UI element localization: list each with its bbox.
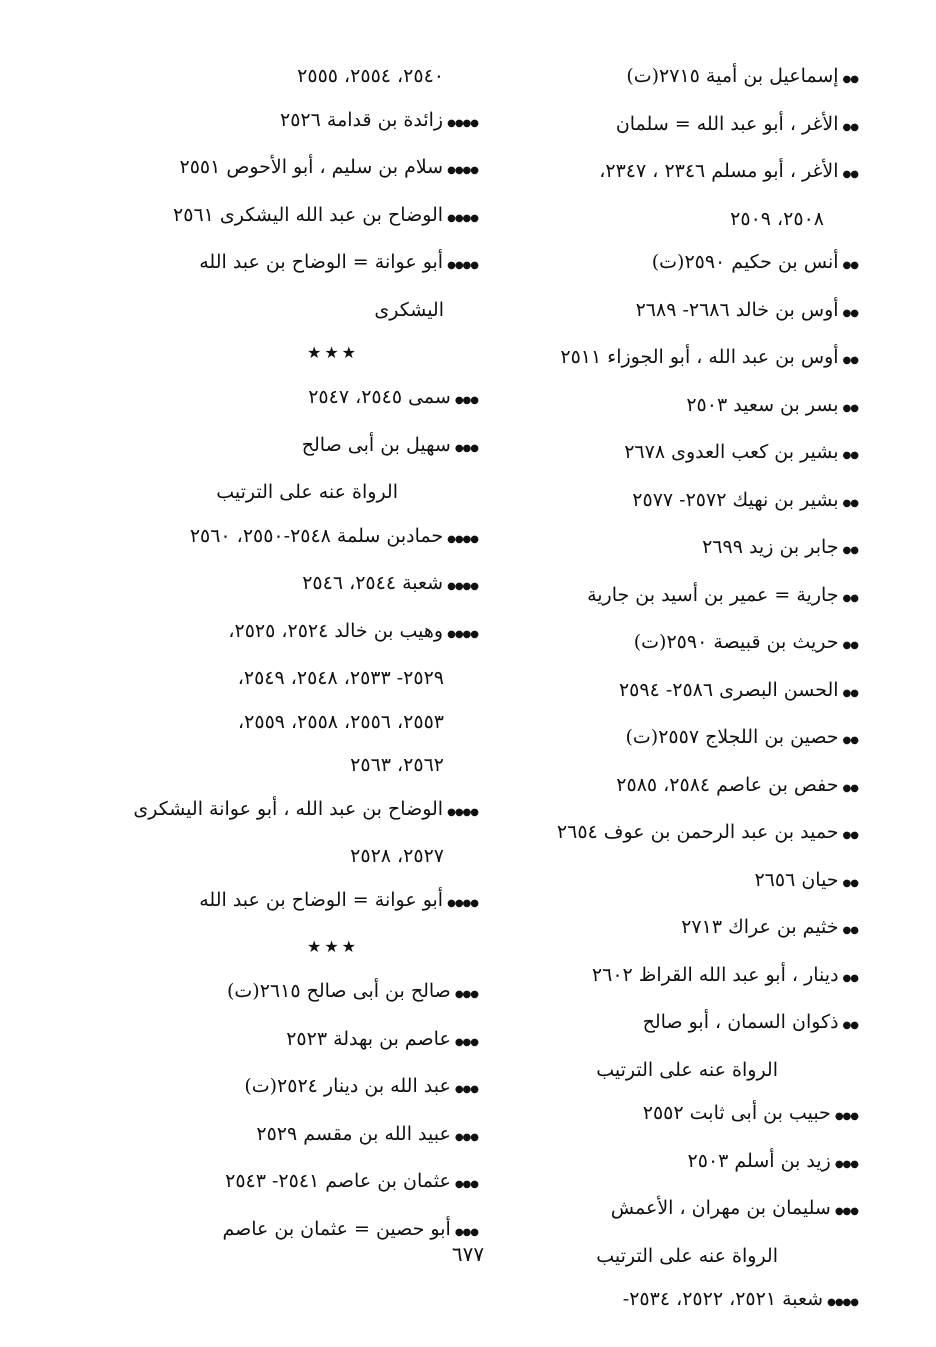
entry-text: عاصم بن بهدلة ٢٥٢٣ [286, 1027, 451, 1050]
index-entry [518, 1008, 858, 1040]
index-entry [518, 1194, 858, 1226]
bullet-icon: ●● [842, 830, 858, 841]
index-entry [148, 431, 478, 463]
entry-text: حمادبن سلمة ٢٥٤٨-٢٥٥٠، ٢٥٦٠ [189, 524, 444, 547]
index-entry [518, 676, 858, 708]
bullet-icon: ●● [842, 450, 858, 461]
index-entry [518, 628, 858, 660]
index-entry [518, 438, 858, 470]
bullet-icon: ●●● [454, 1226, 478, 1238]
index-entry [148, 617, 478, 649]
index-entry [518, 62, 858, 94]
entry-text: ذكوان السمان ، أبو صالح [642, 1011, 839, 1033]
bullet-icon: ●● [842, 592, 858, 604]
entry-text: حفص بن عاصم ٢٥٨٤، ٢٥٨٥ [616, 773, 839, 796]
bullet-icon: ●●●● [447, 806, 478, 818]
index-entry [148, 106, 478, 138]
index-entry [518, 248, 858, 280]
bullet-icon: ●● [842, 735, 858, 746]
bullet-icon: ●●●● [447, 533, 478, 545]
index-entry [518, 961, 858, 993]
entry-text: زائدة بن قدامة ٢٥٢٦ [280, 108, 444, 131]
bullet-icon: ●● [842, 497, 858, 509]
subheading: الرواة عنه على الترتيب [596, 1244, 778, 1267]
entry-text: إسماعيل بن أمية ٢٧١٥(ت) [626, 65, 839, 87]
entry-text: وهيب بن خالد ٢٥٢٤، ٢٥٢٥، [228, 619, 444, 642]
entry-text: بسر بن سعيد ٢٥٠٣ [686, 393, 839, 416]
entry-text: بشير بن نهيك ٢٥٧٢- ٢٥٧٧ [632, 488, 839, 511]
entry-text: سمى ٢٥٤٥، ٢٥٤٧ [308, 386, 451, 408]
bullet-icon: ●● [842, 972, 858, 984]
entry-text: عبيد الله بن مقسم ٢٥٢٩ [256, 1122, 451, 1145]
index-entry [518, 486, 858, 518]
subheading: الرواة عنه على الترتيب [216, 481, 398, 503]
entry-text: حصين بن اللجلاج ٢٥٥٧(ت) [625, 726, 839, 748]
entry-continuation: ٢٥٦٢، ٢٥٦٣ [350, 754, 444, 776]
bullet-icon: ●● [842, 402, 858, 414]
entry-text: عثمان بن عاصم ٢٥٤١- ٢٥٤٣ [225, 1170, 451, 1192]
bullet-icon: ●● [842, 782, 858, 794]
bullet-icon: ●●●● [447, 897, 478, 909]
entry-text: بشير بن كعب العدوى ٢٦٧٨ [624, 441, 839, 463]
bullet-icon: ●●●● [447, 628, 478, 640]
entry-continuation: ٢٥٤٠، ٢٥٥٤، ٢٥٥٥ [297, 65, 444, 87]
index-entry [518, 391, 858, 423]
entry-text: حيان ٢٦٥٦ [754, 868, 839, 891]
index-entry [518, 110, 858, 142]
bullet-icon: ●●● [454, 989, 478, 1000]
bullet-icon: ●●●● [447, 165, 478, 176]
entry-continuation: اليشكرى [374, 298, 444, 321]
index-entry [518, 1099, 858, 1131]
bullet-icon: ●● [842, 1020, 858, 1031]
bullet-icon: ●●● [454, 1036, 478, 1048]
index-entry [518, 1147, 858, 1179]
index-entry [518, 157, 858, 189]
entry-text: حريث بن قبيصة ٢٥٩٠(ت) [633, 631, 839, 653]
bullet-icon: ●● [842, 169, 858, 180]
bullet-icon: ●● [842, 74, 858, 85]
bullet-icon: ●● [842, 687, 858, 699]
bullet-icon: ●●● [834, 1111, 858, 1122]
entry-text: أوس بن عبد الله ، أبو الجوزاء ٢٥١١ [560, 346, 839, 368]
entry-text: الحسن البصرى ٢٥٨٦- ٢٥٩٤ [618, 678, 839, 701]
entry-text: صالح بن أبى صالح ٢٦١٥(ت) [227, 980, 451, 1002]
bullet-icon: ●● [842, 307, 858, 319]
bullet-icon: ●●●● [447, 117, 478, 129]
entry-text: سليمان بن مهران ، الأعمش [610, 1197, 831, 1219]
left-column [133, 62, 478, 1262]
entry-text: زيد بن أسلم ٢٥٠٣ [687, 1149, 831, 1172]
index-entry [148, 1120, 478, 1152]
index-entry [518, 723, 858, 755]
subheading: الرواة عنه على الترتيب [596, 1058, 778, 1081]
entry-text: سهيل بن أبى صالح [301, 433, 451, 456]
index-entry [148, 522, 478, 554]
bullet-icon: ●● [842, 925, 858, 936]
bullet-icon: ●●● [454, 395, 478, 406]
entry-text: الوضاح بن عبد الله اليشكرى ٢٥٦١ [173, 203, 444, 226]
entry-text: الأغر ، أبو مسلم ٢٣٤٦ ، ٢٣٤٧، [599, 160, 839, 182]
index-entry [148, 1025, 478, 1057]
index-entry [518, 296, 858, 328]
entry-text: الأغر ، أبو عبد الله = سلمان [615, 112, 839, 135]
bullet-icon: ●●●● [827, 1297, 858, 1308]
entry-text: أبو عوانة = الوضاح بن عبد الله [199, 888, 444, 911]
right-column [518, 62, 858, 1333]
bullet-icon: ●●● [454, 1084, 478, 1095]
bullet-icon: ●● [842, 355, 858, 366]
entry-text: أوس بن خالد ٢٦٨٦- ٢٦٨٩ [635, 298, 839, 321]
entry-text: حبيب بن أبى ثابت ٢٥٥٢ [642, 1102, 831, 1124]
entry-text: أنس بن حكيم ٢٥٩٠(ت) [651, 251, 839, 273]
bullet-icon: ●●●● [447, 581, 478, 592]
index-entry [148, 248, 478, 280]
entry-text: شعبة ٢٥٤٤، ٢٥٤٦ [302, 572, 444, 594]
index-entry [518, 533, 858, 565]
index-entry [148, 569, 478, 601]
entry-text: أبو عوانة = الوضاح بن عبد الله [199, 251, 444, 273]
entry-text: شعبة ٢٥٢١، ٢٥٢٢، ٢٥٣٤- [622, 1288, 824, 1310]
entry-continuation: ٢٥٢٩- ٢٥٣٣، ٢٥٤٨، ٢٥٤٩، [237, 667, 444, 689]
entry-continuation: ٢٥٥٣، ٢٥٥٦، ٢٥٥٨، ٢٥٥٩، [238, 710, 444, 733]
entry-text: أبو حصين = عثمان بن عاصم [222, 1217, 451, 1240]
entry-text: الوضاح بن عبد الله ، أبو عوانة اليشكرى [133, 797, 444, 820]
bullet-icon: ●●● [834, 1158, 858, 1170]
index-entry [518, 343, 858, 375]
entry-continuation: ٢٥٠٨، ٢٥٠٩ [730, 207, 824, 230]
index-entry [518, 581, 858, 613]
index-entry [518, 1285, 858, 1317]
bullet-icon: ●●● [454, 442, 478, 454]
index-entry [148, 977, 478, 1009]
bullet-icon: ●●● [834, 1206, 858, 1217]
bullet-icon: ●● [842, 121, 858, 133]
index-entry [148, 886, 478, 918]
entry-continuation: ٢٥٢٧، ٢٥٢٨ [350, 845, 444, 867]
bullet-icon: ●● [842, 640, 858, 651]
bullet-icon: ●●● [454, 1179, 478, 1190]
index-entry [518, 866, 858, 898]
index-entry [518, 771, 858, 803]
entry-text: خثيم بن عراك ٢٧١٣ [681, 916, 839, 938]
index-entry [518, 913, 858, 945]
entry-text: عبد الله بن دينار ٢٥٢٤(ت) [244, 1075, 451, 1097]
bullet-icon: ●● [842, 877, 858, 889]
bullet-icon: ●●●● [447, 260, 478, 271]
index-entry [148, 201, 478, 233]
page-number: ٦٧٧ [451, 1242, 485, 1266]
index-entry [148, 383, 478, 415]
bullet-icon: ●● [842, 260, 858, 271]
index-entry [518, 818, 858, 850]
index-entry [133, 795, 478, 827]
index-entry [148, 153, 478, 185]
index-entry [148, 1167, 478, 1199]
index-entry [148, 1072, 478, 1104]
bullet-icon: ●●●● [447, 212, 478, 224]
bullet-icon: ●● [842, 545, 858, 556]
entry-text: جابر بن زيد ٢٦٩٩ [702, 536, 839, 558]
bullet-icon: ●●● [454, 1131, 478, 1143]
entry-text: جارية = عمير بن أسيد بن جارية [587, 583, 839, 606]
entry-text: سلام بن سليم ، أبو الأحوص ٢٥٥١ [179, 156, 444, 178]
entry-text: دينار ، أبو عبد الله القراظ ٢٦٠٢ [591, 963, 839, 986]
section-separator: ★★★ [306, 343, 360, 362]
entry-text: حميد بن عبد الرحمن بن عوف ٢٦٥٤ [556, 821, 839, 843]
section-separator: ★★★ [306, 937, 360, 956]
